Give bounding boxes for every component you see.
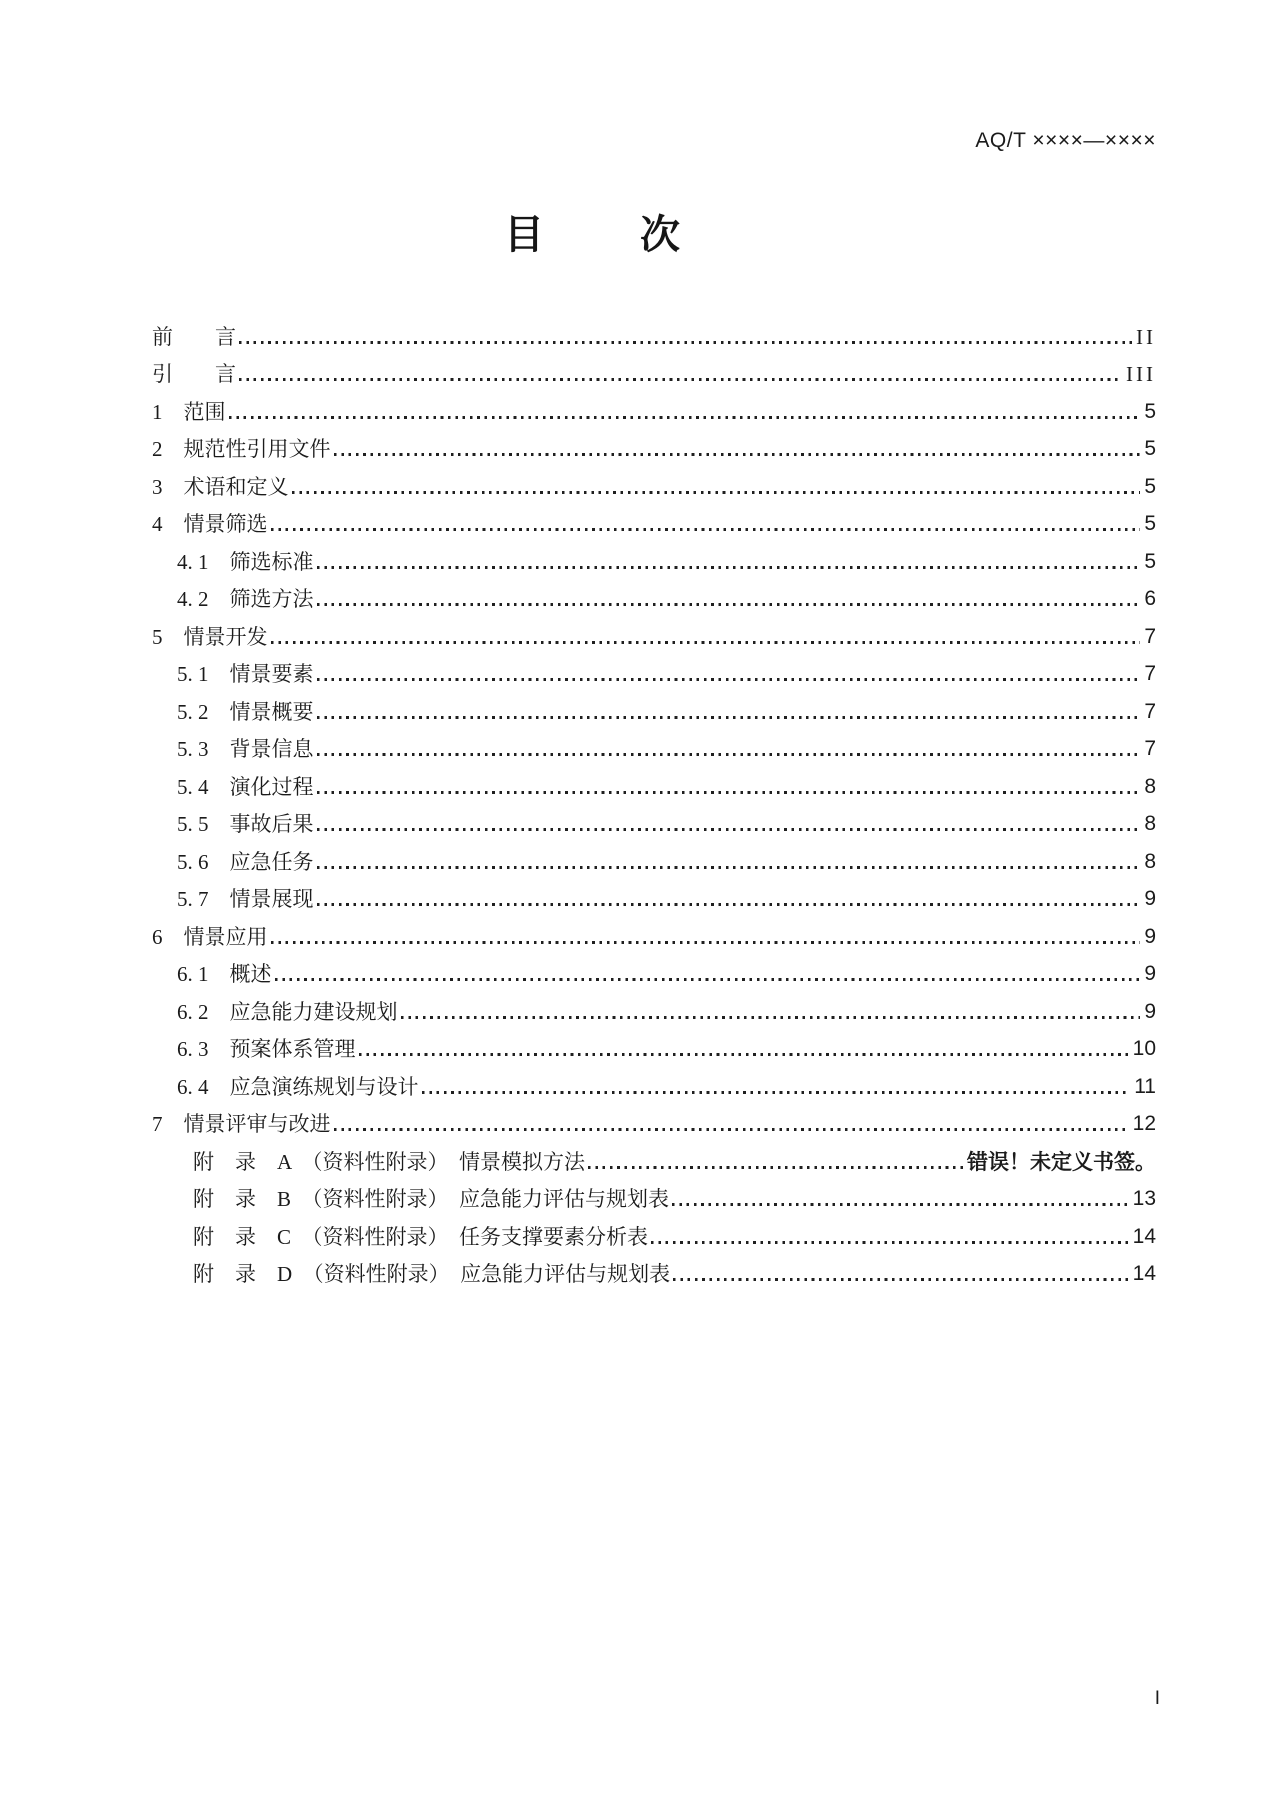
toc-entry-page: 8 (1144, 849, 1156, 873)
toc-entry-label: 5. 2 情景概要 (177, 699, 314, 724)
toc-entry[interactable] (152, 1064, 1156, 1102)
toc-entry-page: 8 (1144, 812, 1156, 835)
dot-leader (275, 978, 1141, 981)
toc-entry-page: 5 (1144, 512, 1156, 535)
toc-entry-page: 5 (1144, 399, 1156, 423)
toc-entry[interactable] (152, 577, 1156, 615)
toc-entry-label: 前 言 (152, 324, 236, 349)
toc-entry-label: 3 术语和定义 (152, 474, 289, 499)
toc-entry-label: 附 录 C （资料性附录） 任务支撑要素分析表 (193, 1224, 649, 1249)
dot-leader (317, 828, 1141, 831)
toc-entry-label: 6. 4 应急演练规划与设计 (177, 1074, 419, 1099)
toc-entry-label: 附 录 B （资料性附录） 应急能力评估与规划表 (193, 1187, 670, 1211)
dot-leader (334, 453, 1141, 456)
toc-entry-label: 5. 5 事故后果 (177, 812, 314, 836)
toc-entry[interactable] (152, 389, 1156, 427)
toc-entry-page: 10 (1132, 1037, 1156, 1060)
toc-entry-label: 5. 6 应急任务 (177, 849, 314, 874)
toc-entry[interactable] (152, 839, 1156, 877)
toc-entry[interactable] (152, 464, 1156, 502)
toc-entry-label: 1 范围 (152, 399, 226, 424)
dot-leader (317, 903, 1141, 906)
toc-entry[interactable] (152, 764, 1156, 802)
toc-list (152, 314, 1156, 1289)
toc-entry-label: 6. 2 应急能力建设规划 (177, 999, 398, 1024)
toc-entry[interactable] (152, 952, 1156, 990)
toc-entry[interactable] (152, 1252, 1156, 1290)
dot-leader (588, 1166, 963, 1169)
toc-entry-page: 9 (1144, 962, 1156, 985)
dot-leader (271, 641, 1141, 644)
dot-leader (317, 603, 1141, 606)
dot-leader (673, 1278, 1128, 1281)
toc-entry[interactable] (152, 1027, 1156, 1065)
toc-entry-page: 7 (1144, 662, 1156, 685)
dot-leader (317, 678, 1141, 681)
dot-leader (239, 378, 1122, 381)
toc-entry-page: 错误！未定义书签。 (967, 1149, 1156, 1174)
toc-entry[interactable] (152, 1102, 1156, 1140)
toc-entry-label: 6. 1 概述 (177, 962, 272, 986)
dot-leader (317, 866, 1141, 869)
toc-entry-label: 5. 3 背景信息 (177, 737, 314, 761)
dot-leader (672, 1203, 1129, 1206)
dot-leader (239, 341, 1132, 344)
toc-entry-label: 5 情景开发 (152, 624, 268, 649)
dot-leader (317, 716, 1141, 719)
dot-leader (317, 791, 1141, 794)
toc-entry-page: 9 (1144, 887, 1156, 910)
toc-entry-label: 6 情景应用 (152, 924, 268, 949)
toc-entry[interactable] (152, 989, 1156, 1027)
toc-entry[interactable] (152, 727, 1156, 765)
toc-entry[interactable] (152, 314, 1156, 352)
toc-entry-page: 8 (1144, 774, 1156, 798)
toc-entry[interactable] (152, 427, 1156, 465)
toc-entry-page: 5 (1144, 549, 1156, 573)
dot-leader (271, 941, 1141, 944)
toc-entry[interactable] (152, 652, 1156, 690)
dot-leader (317, 753, 1141, 756)
toc-entry-page: 14 (1132, 1262, 1156, 1285)
toc-entry-page: 11 (1134, 1074, 1156, 1098)
toc-entry-page: 7 (1144, 737, 1156, 760)
toc-entry-page: 6 (1144, 587, 1156, 610)
dot-leader (317, 566, 1141, 569)
toc-entry-page: III (1126, 362, 1156, 386)
dot-leader (334, 1128, 1129, 1131)
dot-leader (359, 1053, 1129, 1056)
toc-entry[interactable] (152, 1214, 1156, 1252)
toc-entry-label: 2 规范性引用文件 (152, 437, 331, 461)
toc-entry-page: 9 (1144, 924, 1156, 948)
toc-entry[interactable] (152, 1177, 1156, 1215)
dot-leader (651, 1241, 1129, 1244)
toc-entry[interactable] (152, 352, 1156, 390)
toc-entry-label: 5. 4 演化过程 (177, 774, 314, 799)
toc-entry-page: 5 (1144, 474, 1156, 498)
toc-entry-label: 5. 1 情景要素 (177, 662, 314, 686)
toc-entry-label: 6. 3 预案体系管理 (177, 1037, 356, 1061)
toc-entry-label: 附 录 A （资料性附录） 情景模拟方法 (193, 1149, 586, 1174)
dot-leader (229, 416, 1141, 419)
toc-entry[interactable] (152, 914, 1156, 952)
toc-title: 目 次 (504, 213, 708, 257)
footer-page-number: I (1154, 1688, 1160, 1709)
toc-entry-label: 4. 1 筛选标准 (177, 549, 314, 574)
dot-leader (271, 528, 1141, 531)
toc-entry-page: 12 (1132, 1112, 1156, 1135)
toc-entry-page: 9 (1144, 999, 1156, 1023)
toc-entry-page: 7 (1144, 699, 1156, 723)
toc-entry[interactable] (152, 539, 1156, 577)
dot-leader (292, 491, 1141, 494)
dot-leader (422, 1091, 1131, 1094)
toc-entry-label: 4. 2 筛选方法 (177, 587, 314, 611)
toc-entry-label: 引 言 (152, 362, 236, 386)
document-code: AQ/T ××××—×××× (975, 129, 1156, 152)
dot-leader (401, 1016, 1141, 1019)
toc-entry-page: 13 (1132, 1187, 1156, 1210)
toc-entry[interactable] (152, 1139, 1156, 1177)
toc-entry-page: 7 (1144, 624, 1156, 648)
toc-entry[interactable] (152, 689, 1156, 727)
toc-entry-page: 5 (1144, 437, 1156, 460)
toc-entry-page: 14 (1132, 1224, 1156, 1248)
toc-entry[interactable] (152, 877, 1156, 915)
toc-entry[interactable] (152, 802, 1156, 840)
toc-entry[interactable] (152, 502, 1156, 540)
toc-entry[interactable] (152, 614, 1156, 652)
toc-entry-label: 附 录 D （资料性附录） 应急能力评估与规划表 (193, 1262, 671, 1286)
toc-entry-page: II (1136, 324, 1156, 349)
toc-entry-label: 7 情景评审与改进 (152, 1112, 331, 1136)
toc-entry-label: 5. 7 情景展现 (177, 887, 314, 911)
toc-entry-label: 4 情景筛选 (152, 512, 268, 536)
